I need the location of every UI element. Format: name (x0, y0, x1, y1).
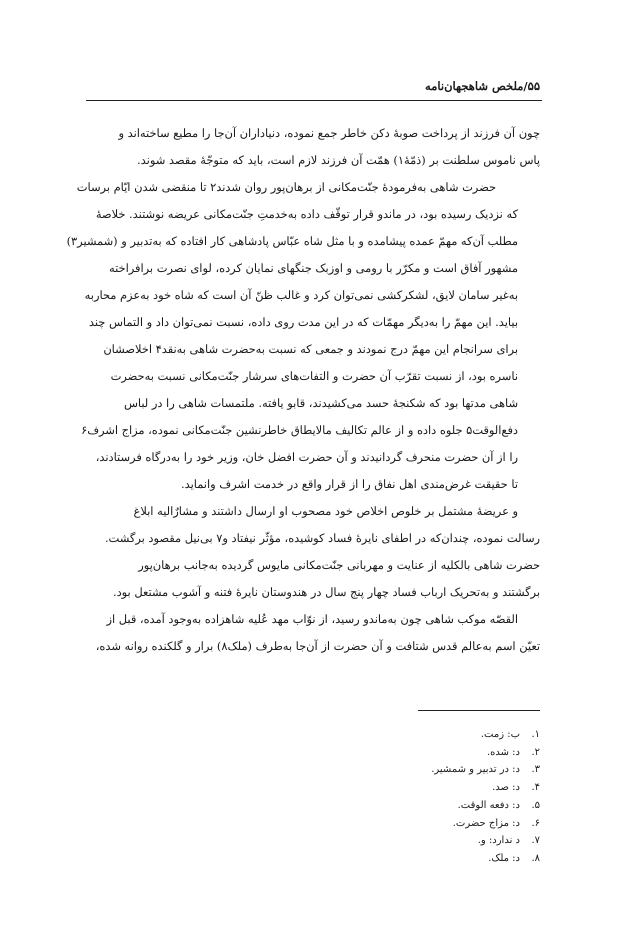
footnote-text: د: ملک. (488, 852, 520, 864)
footnote (240, 726, 540, 744)
text-line: بیاید. این مهمّ را به‌دیگر مهمّات که در این مدت روی داده، نسبت نمی‌توان داد و التماس چند (88, 315, 518, 329)
text-line: شاهی مدتها بود که شکنجهٔ حسد می‌کشیدند، قابو یافته. ملتمسات شاهی را در لباس (123, 396, 518, 410)
footnote (240, 761, 540, 779)
footnote-number: ۴. (531, 782, 540, 794)
running-header: ۵۵/ملخص شاهجهان‌نامه (425, 79, 540, 93)
text-line: پاس ناموس سلطنت بر (ذمّهٔ۱) همّت آن فرزند لازم است، باید که متوجّهٔ مقصد شوند. (137, 153, 540, 167)
footnote-text: د: دفعه الوقت. (457, 799, 520, 811)
footnotes (240, 726, 540, 868)
header-rule (86, 100, 542, 101)
text-line: حضرت شاهی بالکلیه از عنایت و مهربانی جنّت‌مکانی مایوس گردیده به‌جانب برهان‌پور (138, 558, 540, 572)
text-line: به‌غیر سامان لایق، لشکرکشی نمی‌توان کرد و غالب ظنّ آن است که شاه خود به‌عزم محاربه (84, 288, 518, 302)
text-line: حضرت شاهی به‌فرمودهٔ جنّت‌مکانی از برهان‌پور روان شدند۲ تا منقضی شدن ایّام برسات (76, 180, 496, 194)
text-line: تا حقیقت غرض‌مندی اهل نفاق را از قرار واقع در خدمت اشرف وانماید. (180, 477, 518, 491)
footnote-rule (418, 710, 540, 711)
footnote-text: د ندارد: و. (477, 835, 520, 847)
footnote-number: ۳. (531, 764, 540, 776)
text-line: دفع‌الوقت۵ جلوه داده و از عالم تکالیف مالایطاق خاطرنشین جنّت‌مکانی نموده، مزاج اشرف۶ (81, 423, 518, 437)
paragraph (88, 606, 540, 660)
footnote-number: ۷. (531, 835, 540, 847)
footnote (240, 744, 540, 762)
footnote (240, 779, 540, 797)
footnote-number: ۸. (531, 852, 540, 864)
paragraph (88, 498, 540, 606)
text-line: رسالت نموده، چندان‌که در اطفای نایرهٔ فساد کوشیده، مؤثّر نیفتاد و۷ بی‌نیل مقصود برگشت. (104, 531, 540, 545)
text-line: برگشتند و به‌تحریک ارباب فساد چهار پنج سال در هندوستان نایرهٔ فتنه و آشوب مشتعل بود. (112, 585, 540, 599)
footnote-number: ۲. (531, 746, 540, 758)
text-line: القصّه موکب شاهی چون به‌ماندو رسید، از نوّاب مهد عُلیه شاهزاده به‌وجود آمده، قبل از (106, 612, 518, 626)
footnote-number: ۶. (531, 817, 540, 829)
text-line: تعیّن اسم به‌عالم قدس شتافت و آن حضرت از آن‌جا به‌طرف (ملک۸) برار و گلکنده روانه شده، (95, 639, 540, 653)
footnote (240, 850, 540, 868)
text-line: چون آن فرزند از پرداخت صوبهٔ دکن خاطر جمع نموده، دنیاداران آن‌جا را مطیع ساخته‌اند و (118, 126, 540, 140)
text-line: که نزدیک رسیده بود، در ماندو قرار توقّف داده به‌خدمتِ جنّت‌مکانی عریضه نوشتند. خلاصهٔ (95, 207, 518, 221)
footnote (240, 797, 540, 815)
footnote-text: د: در تدبیر و شمشیر. (431, 764, 520, 776)
footnote (240, 832, 540, 850)
text-line: را از آن حضرت منحرف گردانیدند و آن حضرت افضل خان، وزیر خود را به‌درگاه فرستادند، (95, 450, 518, 464)
text-line: ناسره بود، از نسبت تقرّب آن حضرت و التفات‌های سرشار جنّت‌مکانی نسبت به‌حضرت (110, 369, 518, 383)
text-line: مطلب آن‌که مهمّ عمده پیشامده و با مثل شاه عبّاس پادشاهی کار افتاده که به‌تدبیر و (شمشیر۳) (66, 234, 518, 248)
text-line: و عریضهٔ مشتمل بر خلوص اخلاص خود مصحوب او ارسال داشتند و مشارٌالیه ابلاغ (133, 504, 518, 518)
footnote-number: ۱. (531, 729, 540, 740)
footnote-text: د: مزاج حضرت. (452, 817, 520, 829)
paragraph (88, 120, 540, 174)
footnote-text: د: شده. (486, 746, 520, 758)
text-line: مشهور آفاق است و مکرّر با رومی و اوزبک جنگهای نمایان کرده، لوای نصرت برافراخته (108, 261, 518, 275)
footnote-text: ب: زمت. (480, 729, 520, 740)
body-text (66, 120, 540, 660)
text-line: برای سرانجام این مهمّ درج نمودند و جمعی که نسبت به‌حضرت شاهی به‌نقد۴ اخلاصشان (103, 342, 518, 356)
paragraph (66, 174, 540, 498)
footnote (240, 815, 540, 833)
footnote-text: د: صد. (492, 782, 520, 794)
footnote-number: ۵. (531, 799, 540, 811)
